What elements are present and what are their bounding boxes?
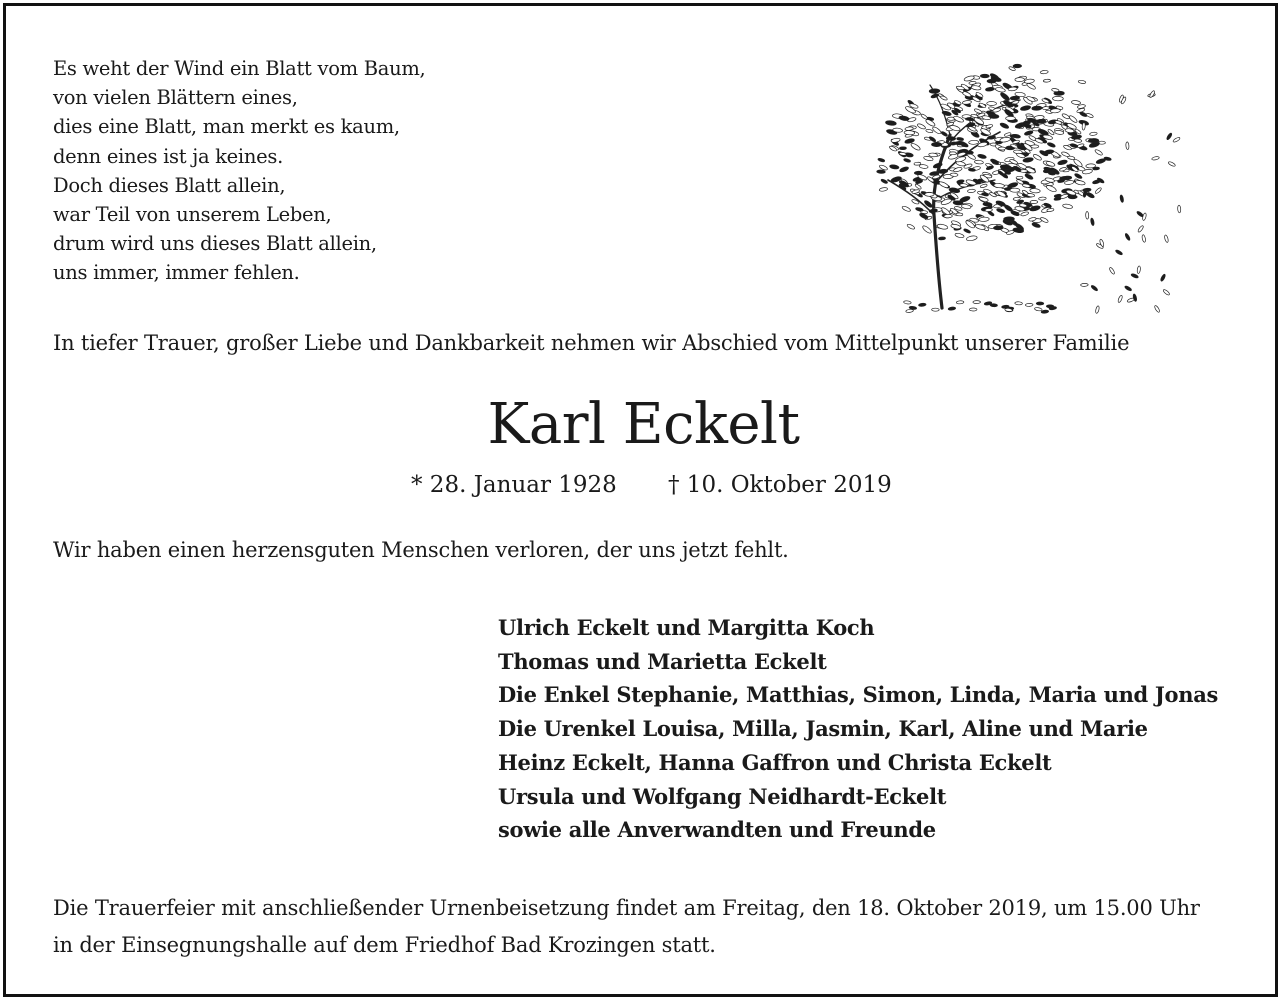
leaf-shape bbox=[925, 193, 934, 197]
leaf-shape bbox=[929, 89, 940, 94]
leaf-shape bbox=[956, 213, 963, 216]
mourner-line: Ursula und Wolfgang Neidhardt-Eckelt bbox=[498, 783, 947, 809]
leaf-shape bbox=[999, 122, 1009, 129]
leaf-shape bbox=[1051, 88, 1059, 92]
leaf-shape bbox=[1046, 161, 1056, 168]
leaf-shape bbox=[889, 164, 899, 169]
leaf-shape bbox=[1043, 79, 1050, 82]
mourner-line: Die Enkel Stephanie, Matthias, Simon, Linda, Maria und Jonas bbox=[498, 682, 1219, 708]
leaf-shape bbox=[956, 137, 963, 141]
leaf-shape bbox=[1015, 78, 1025, 82]
loss-statement: Wir haben einen herzensguten Menschen verloren, der uns jetzt fehlt. bbox=[53, 538, 789, 562]
leaf-shape bbox=[1052, 96, 1063, 101]
leaf-shape bbox=[1126, 142, 1130, 150]
leaf-shape bbox=[942, 110, 952, 116]
leaf-shape bbox=[969, 308, 977, 311]
leaf-shape bbox=[990, 303, 998, 307]
leaf-shape bbox=[1046, 305, 1054, 308]
leaf-shape bbox=[1177, 205, 1181, 213]
deceased-name: Karl Eckelt bbox=[487, 392, 800, 457]
leaf-shape bbox=[1168, 161, 1176, 167]
leaf-shape bbox=[904, 130, 915, 135]
leaf-shape bbox=[1020, 211, 1029, 216]
leaf-shape bbox=[922, 225, 933, 235]
leaf-shape bbox=[1074, 173, 1083, 180]
leaf-shape bbox=[1090, 285, 1098, 292]
leaf-shape bbox=[891, 138, 901, 143]
leaf-shape bbox=[1010, 134, 1018, 137]
ceremony-line: Die Trauerfeier mit anschließender Urnenbeisetzung findet am Freitag, den 18. Oktober 2019, um 15.00 Uhr bbox=[53, 896, 1200, 920]
leaf-shape bbox=[1117, 295, 1123, 303]
leaf-shape bbox=[1089, 132, 1097, 136]
leaf-shape bbox=[1088, 138, 1098, 142]
mourner-line: Thomas und Marietta Eckelt bbox=[498, 648, 827, 674]
poem-line: Es weht der Wind ein Blatt vom Baum, bbox=[53, 57, 426, 80]
leaf-shape bbox=[1163, 289, 1171, 296]
leaf-shape bbox=[975, 224, 986, 231]
leaf-shape bbox=[948, 307, 956, 311]
leaf-shape bbox=[1030, 200, 1038, 203]
leaf-shape bbox=[986, 124, 994, 129]
leaf-shape bbox=[1010, 96, 1020, 100]
leaf-shape bbox=[949, 152, 956, 155]
leaf-shape bbox=[985, 87, 994, 92]
leaf-shape bbox=[1057, 159, 1067, 165]
leaf-shape bbox=[977, 154, 986, 160]
leaf-shape bbox=[1040, 217, 1049, 224]
birth-date: * 28. Januar 1928 bbox=[411, 472, 617, 498]
leaf-shape bbox=[987, 101, 997, 105]
leaf-shape bbox=[1004, 217, 1015, 222]
mourner-line: Heinz Eckelt, Hanna Gaffron und Christa Eckelt bbox=[498, 749, 1052, 775]
leaf-shape bbox=[1081, 283, 1089, 286]
leaf-shape bbox=[950, 173, 958, 177]
leaf-shape bbox=[929, 208, 938, 213]
ceremony-info bbox=[53, 890, 1200, 964]
leaf-shape bbox=[974, 160, 983, 165]
leaf-shape bbox=[1124, 285, 1132, 291]
leaf-shape bbox=[953, 167, 962, 173]
leaf-shape bbox=[938, 237, 945, 240]
leaf-shape bbox=[1034, 307, 1042, 311]
leaf-shape bbox=[963, 228, 971, 234]
leaf-shape bbox=[932, 142, 942, 146]
leaf-shape bbox=[918, 303, 926, 307]
leaf-shape bbox=[1074, 139, 1082, 143]
ceremony-line: in der Einsegnungshalle auf dem Friedhof Bad Krozingen statt. bbox=[53, 933, 716, 957]
leaf-shape bbox=[932, 126, 942, 135]
leaf-shape bbox=[1032, 153, 1042, 161]
leaf-shape bbox=[973, 301, 981, 304]
leaf-shape bbox=[1025, 303, 1033, 306]
leaf-shape bbox=[1094, 187, 1102, 194]
leaf-shape bbox=[944, 214, 953, 218]
leaf-shape bbox=[1039, 197, 1047, 201]
leaf-shape bbox=[967, 189, 975, 193]
leaf-shape bbox=[938, 181, 949, 189]
leaf-shape bbox=[1115, 249, 1123, 255]
leaf-shape bbox=[979, 197, 989, 203]
leaf-shape bbox=[1071, 100, 1081, 105]
leaf-shape bbox=[955, 232, 965, 238]
leaf-shape bbox=[926, 129, 934, 133]
leaf-shape bbox=[1061, 113, 1070, 120]
leaf-shape bbox=[1142, 213, 1147, 221]
leaf-shape bbox=[980, 184, 988, 189]
leaf-shape bbox=[920, 113, 928, 120]
leaf-shape bbox=[910, 142, 921, 151]
leaf-shape bbox=[915, 183, 922, 189]
mourner-line: Ulrich Eckelt und Margitta Koch bbox=[498, 615, 875, 640]
leaf-shape bbox=[1040, 70, 1048, 74]
leaf-shape bbox=[1010, 188, 1020, 192]
leaf-shape bbox=[881, 178, 889, 184]
tree-branch bbox=[934, 135, 950, 308]
leaf-shape bbox=[1068, 195, 1077, 199]
leaf-shape bbox=[1079, 111, 1087, 117]
leaf-shape bbox=[966, 235, 977, 241]
leaf-shape bbox=[1024, 130, 1033, 136]
leaf-shape bbox=[1016, 176, 1023, 179]
poem-line: dies eine Blatt, man merkt es kaum, bbox=[53, 115, 400, 139]
leaf-shape bbox=[1032, 106, 1042, 111]
leaf-shape bbox=[1064, 180, 1074, 185]
windblown-tree-icon bbox=[850, 40, 1190, 320]
leaf-shape bbox=[1090, 218, 1095, 226]
mourners-list bbox=[498, 611, 1218, 847]
intro-text: In tiefer Trauer, großer Liebe und Dankbarkeit nehmen wir Abschied vom Mittelpunkt unserer Familie bbox=[53, 331, 1130, 355]
leaf-shape bbox=[1154, 305, 1161, 313]
leaf-shape bbox=[1062, 203, 1073, 209]
leaf-shape bbox=[877, 170, 886, 174]
leaf-shape bbox=[1086, 211, 1089, 219]
leaf-shape bbox=[1120, 195, 1125, 203]
leaf-shape bbox=[1160, 274, 1166, 282]
leaf-shape bbox=[987, 135, 995, 139]
leaf-shape bbox=[996, 208, 1005, 214]
leaf-shape bbox=[946, 136, 956, 140]
leaf-shape bbox=[995, 87, 1006, 93]
leaf-shape bbox=[1015, 302, 1023, 305]
leaf-shape bbox=[955, 141, 964, 145]
leaf-shape bbox=[1031, 222, 1040, 228]
leaf-shape bbox=[1060, 193, 1069, 199]
leaf-shape bbox=[956, 301, 964, 305]
mourner-line: Die Urenkel Louisa, Milla, Jasmin, Karl, Aline und Marie bbox=[498, 716, 1148, 742]
leaf-shape bbox=[998, 147, 1005, 150]
leaf-shape bbox=[1131, 273, 1139, 279]
leaf-shape bbox=[1166, 132, 1173, 140]
poem-line: drum wird uns dieses Blatt allein, bbox=[53, 232, 377, 256]
leaf-shape bbox=[1024, 79, 1034, 84]
leaf-shape bbox=[931, 93, 940, 99]
leaf-shape bbox=[965, 151, 974, 155]
leaf-shape bbox=[959, 195, 970, 203]
leaf-shape bbox=[885, 120, 896, 126]
leaf-shape bbox=[1020, 105, 1031, 111]
leaf-shape bbox=[941, 131, 948, 137]
leaf-shape bbox=[899, 147, 906, 150]
leaf-shape bbox=[964, 75, 975, 82]
leaf-shape bbox=[1068, 115, 1078, 124]
leaf-shape bbox=[914, 171, 922, 175]
leaf-shape bbox=[1024, 173, 1033, 180]
leaf-shape bbox=[906, 309, 914, 313]
leaf-shape bbox=[1036, 302, 1044, 305]
leaf-shape bbox=[915, 207, 923, 212]
poem-line: denn eines ist ja keines. bbox=[53, 144, 283, 168]
leaf-shape bbox=[1020, 170, 1027, 173]
leaf-shape bbox=[1151, 156, 1159, 161]
leaf-shape bbox=[1030, 188, 1041, 193]
leaf-shape bbox=[1036, 119, 1045, 123]
leaf-shape bbox=[1124, 233, 1130, 241]
leaf-shape bbox=[1142, 234, 1147, 242]
leaf-shape bbox=[933, 162, 943, 169]
poem bbox=[53, 54, 425, 288]
leaf-shape bbox=[1094, 149, 1103, 156]
death-date: † 10. Oktober 2019 bbox=[668, 472, 892, 498]
leaf-shape bbox=[879, 187, 888, 192]
leaf-shape bbox=[1082, 122, 1086, 130]
leaf-shape bbox=[901, 205, 911, 212]
poem-line: war Teil von unserem Leben, bbox=[53, 203, 332, 227]
leaf-shape bbox=[957, 179, 965, 183]
leaf-shape bbox=[917, 123, 926, 130]
leaf-shape bbox=[1095, 306, 1100, 314]
leaf-shape bbox=[980, 74, 989, 78]
poem-line: uns immer, immer fehlen. bbox=[53, 261, 300, 285]
poem-line: von vielen Blättern eines, bbox=[53, 86, 298, 110]
leaf-shape bbox=[1137, 266, 1141, 274]
leaf-shape bbox=[903, 158, 911, 163]
leaf-shape bbox=[940, 95, 948, 101]
leaf-shape bbox=[899, 115, 910, 121]
leaf-shape bbox=[1047, 142, 1056, 148]
leaf-shape bbox=[906, 223, 915, 230]
obituary-notice bbox=[3, 3, 1278, 997]
poem-line: Doch dieses Blatt allein, bbox=[53, 173, 286, 197]
leaf-shape bbox=[919, 164, 928, 169]
leaf-shape bbox=[1164, 235, 1169, 243]
leaf-shape bbox=[1093, 167, 1100, 170]
leaf-shape bbox=[1172, 137, 1180, 143]
leaf-shape bbox=[960, 183, 968, 187]
leaf-shape bbox=[878, 158, 886, 163]
leaf-shape bbox=[1078, 80, 1086, 84]
leaf-shape bbox=[929, 153, 938, 157]
leaf-shape bbox=[937, 223, 948, 230]
leaf-shape bbox=[1137, 225, 1144, 233]
leaf-shape bbox=[929, 136, 937, 143]
leaf-shape bbox=[903, 300, 911, 304]
leaf-shape bbox=[1109, 267, 1116, 275]
leaf-shape bbox=[1061, 151, 1070, 157]
leaf-shape bbox=[985, 208, 993, 211]
leaf-shape bbox=[969, 140, 979, 144]
leaf-shape bbox=[1013, 64, 1022, 68]
leaf-shape bbox=[979, 217, 990, 222]
leaf-shape bbox=[993, 226, 1003, 230]
leaf-shape bbox=[983, 202, 992, 206]
leaf-shape bbox=[1006, 116, 1016, 120]
leaf-shape bbox=[932, 308, 940, 311]
mourner-line: sowie alle Anverwandten und Freunde bbox=[498, 817, 936, 843]
leaf-shape bbox=[1075, 180, 1086, 186]
leaf-shape bbox=[899, 166, 909, 173]
